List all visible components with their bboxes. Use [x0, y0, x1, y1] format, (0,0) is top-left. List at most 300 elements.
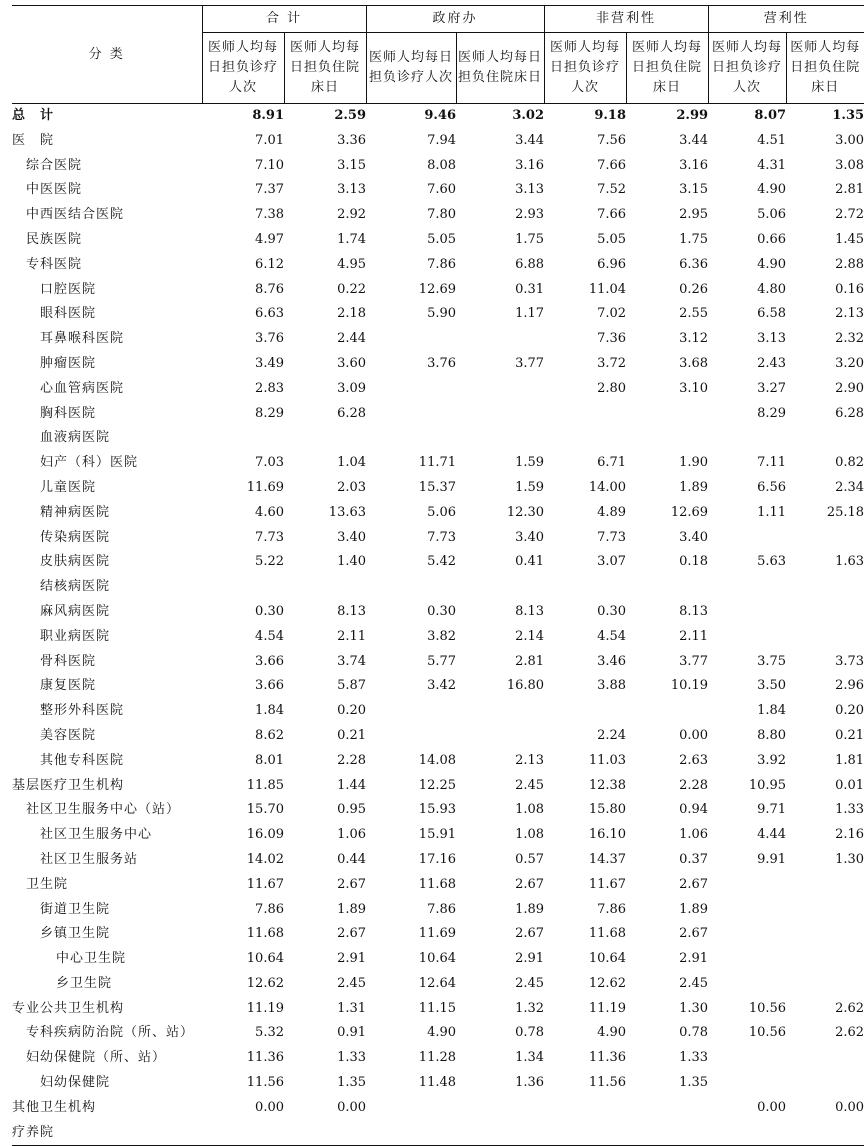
cell-forprofit-bed-days: 2.62	[835, 1025, 865, 1041]
table-row	[12, 451, 864, 476]
cell-nonprofit-visits	[544, 1121, 626, 1146]
cell-nonprofit-bed-days: 1.90	[679, 455, 709, 471]
cell-forprofit-bed-days: 2.32	[835, 331, 865, 347]
cell-gov-bed-days: 3.13	[515, 182, 545, 198]
cell-total-visits: 8.01	[255, 752, 284, 768]
cell-nonprofit-bed-days: 6.36	[679, 256, 709, 272]
row-label: 专科疾病防治院（所、站）	[26, 1025, 195, 1041]
row-label: 社区卫生服务中心	[40, 827, 153, 843]
cell-forprofit-bed-days: 1.81	[835, 752, 865, 768]
row-label: 社区卫生服务中心（站）	[26, 802, 181, 818]
header-group-row	[12, 6, 864, 33]
cell-forprofit-bed-days	[786, 873, 864, 898]
table-row	[12, 1071, 864, 1096]
cell-forprofit-visits	[708, 922, 786, 947]
cell-gov-bed-days: 0.41	[515, 554, 545, 570]
table-row	[12, 650, 864, 675]
table-row	[12, 674, 864, 699]
cell-gov-bed-days: 2.93	[515, 207, 545, 223]
cell-total-bed-days: 1.44	[337, 777, 367, 793]
cell-nonprofit-bed-days: 3.77	[679, 653, 709, 669]
cell-forprofit-bed-days: 1.45	[835, 231, 865, 247]
cell-forprofit-bed-days: 3.08	[835, 157, 865, 173]
cell-total-visits: 7.10	[255, 157, 284, 173]
cell-total-visits: 4.54	[255, 628, 284, 644]
cell-gov-visits: 4.90	[427, 1025, 457, 1041]
cell-nonprofit-visits: 11.36	[588, 1050, 627, 1066]
cell-nonprofit-visits: 9.18	[594, 108, 627, 123]
cell-total-bed-days: 2.91	[337, 951, 367, 967]
cell-forprofit-visits: 10.95	[748, 777, 787, 793]
row-label: 妇幼保健院	[40, 1075, 111, 1091]
cell-gov-bed-days: 2.67	[515, 876, 545, 892]
cell-total-visits	[202, 575, 284, 600]
cell-gov-visits: 5.77	[427, 653, 457, 669]
cell-gov-visits: 5.06	[427, 504, 457, 520]
table-row	[12, 848, 864, 873]
cell-nonprofit-bed-days	[626, 1121, 708, 1146]
cell-forprofit-visits	[708, 625, 786, 650]
cell-nonprofit-visits: 7.02	[597, 306, 627, 322]
cell-total-visits: 1.84	[255, 703, 284, 719]
cell-nonprofit-visits: 14.37	[588, 851, 627, 867]
cell-gov-visits: 7.80	[427, 207, 457, 223]
cell-total-visits: 11.19	[246, 1000, 284, 1016]
cell-nonprofit-visits: 5.05	[597, 231, 627, 247]
cell-forprofit-visits: 3.92	[757, 752, 787, 768]
cell-nonprofit-bed-days: 2.63	[679, 752, 709, 768]
row-label: 传染病医院	[40, 529, 111, 545]
cell-gov-visits	[366, 1096, 456, 1121]
row-label: 综合医院	[26, 157, 83, 173]
cell-nonprofit-bed-days	[626, 699, 708, 724]
table-row	[12, 972, 864, 997]
cell-forprofit-visits: 4.31	[757, 157, 787, 173]
cell-nonprofit-visits: 12.62	[588, 975, 627, 991]
cell-gov-visits: 15.91	[418, 827, 457, 843]
cell-total-visits: 5.22	[255, 554, 284, 570]
cell-forprofit-visits	[708, 1121, 786, 1146]
cell-nonprofit-visits: 14.00	[588, 479, 627, 495]
cell-total-visits: 4.97	[255, 231, 284, 247]
cell-forprofit-visits: 3.50	[757, 678, 787, 694]
sub-header-bed-days: 医师人均每日担负住院床日	[456, 33, 544, 104]
cell-gov-bed-days	[456, 327, 544, 352]
cell-forprofit-visits: 10.56	[748, 1000, 787, 1016]
row-label: 乡卫生院	[56, 975, 113, 991]
row-label: 职业病医院	[40, 628, 111, 644]
cell-gov-visits: 12.69	[418, 281, 457, 297]
cell-total-bed-days: 2.45	[337, 975, 367, 991]
cell-nonprofit-bed-days	[626, 426, 708, 451]
cell-forprofit-bed-days: 0.21	[835, 727, 865, 743]
cell-nonprofit-visits: 2.24	[597, 727, 627, 743]
cell-nonprofit-bed-days: 3.15	[679, 182, 709, 198]
table-row	[12, 253, 864, 278]
cell-forprofit-visits: 6.56	[757, 479, 787, 495]
cell-nonprofit-visits: 3.46	[597, 653, 627, 669]
cell-gov-bed-days: 2.91	[515, 951, 545, 967]
cell-gov-bed-days: 3.02	[512, 108, 545, 123]
cell-total-bed-days: 3.74	[337, 653, 367, 669]
table-row	[12, 104, 864, 129]
row-label: 皮肤病医院	[40, 554, 111, 570]
cell-total-visits: 7.37	[255, 182, 284, 198]
cell-nonprofit-bed-days: 1.30	[679, 1000, 709, 1016]
cell-forprofit-bed-days: 2.81	[835, 182, 865, 198]
cell-nonprofit-visits: 15.80	[588, 802, 627, 818]
row-label: 精神病医院	[40, 504, 111, 520]
cell-forprofit-bed-days	[786, 600, 864, 625]
cell-gov-visits	[366, 426, 456, 451]
cell-nonprofit-visits: 11.19	[588, 1000, 627, 1016]
sub-header-visits: 医师人均每日担负诊疗人次	[366, 33, 456, 104]
cell-nonprofit-visits: 7.66	[597, 207, 627, 223]
row-label: 妇产（科）医院	[40, 455, 139, 471]
cell-nonprofit-bed-days: 1.35	[679, 1075, 709, 1091]
cell-total-visits: 8.62	[255, 727, 284, 743]
cell-forprofit-visits	[708, 898, 786, 923]
cell-gov-bed-days: 2.14	[515, 628, 545, 644]
cell-nonprofit-visits: 4.54	[597, 628, 627, 644]
cell-gov-visits: 5.90	[427, 306, 457, 322]
cell-nonprofit-bed-days: 2.95	[679, 207, 709, 223]
cell-gov-bed-days: 2.45	[515, 777, 545, 793]
cell-gov-visits	[366, 377, 456, 402]
cell-gov-visits: 11.69	[418, 926, 457, 942]
cell-total-visits: 8.76	[255, 281, 284, 297]
cell-forprofit-bed-days: 0.82	[835, 455, 865, 471]
cell-total-visits: 12.62	[246, 975, 284, 991]
cell-gov-visits: 11.48	[418, 1075, 457, 1091]
table-row	[12, 1021, 864, 1046]
cell-nonprofit-bed-days: 3.40	[679, 529, 709, 545]
cell-gov-visits: 11.15	[418, 1000, 457, 1016]
row-label: 胸科医院	[40, 405, 97, 421]
cell-forprofit-visits: 3.27	[757, 380, 787, 396]
cell-gov-bed-days: 0.57	[515, 851, 545, 867]
cell-forprofit-bed-days	[786, 1121, 864, 1146]
table-row	[12, 699, 864, 724]
cell-total-bed-days: 0.00	[337, 1099, 367, 1115]
cell-nonprofit-bed-days	[626, 575, 708, 600]
cell-total-bed-days: 13.63	[328, 504, 367, 520]
row-label: 社区卫生服务站	[40, 851, 139, 867]
cell-forprofit-visits	[708, 947, 786, 972]
sub-header-bed-days: 医师人均每日担负住院床日	[626, 33, 708, 104]
table-row	[12, 922, 864, 947]
cell-total-visits: 7.03	[255, 455, 284, 471]
row-label: 医 院	[12, 132, 55, 148]
table-row	[12, 278, 864, 303]
cell-total-bed-days: 1.35	[337, 1075, 367, 1091]
cell-total-visits: 3.76	[255, 331, 284, 347]
cell-total-bed-days: 1.89	[337, 901, 367, 917]
table-row	[12, 1121, 864, 1146]
cell-total-bed-days: 3.09	[337, 380, 367, 396]
cell-gov-bed-days: 1.08	[515, 802, 545, 818]
cell-total-bed-days: 0.20	[337, 703, 367, 719]
row-label: 其他卫生机构	[12, 1099, 97, 1115]
statistics-table	[12, 5, 864, 1146]
cell-total-bed-days	[284, 575, 366, 600]
cell-total-visits: 11.69	[246, 479, 284, 495]
cell-total-visits: 6.12	[255, 256, 284, 272]
cell-total-visits: 11.56	[246, 1075, 284, 1091]
cell-total-visits: 11.67	[246, 876, 284, 892]
row-label: 美容医院	[40, 727, 97, 743]
cell-forprofit-bed-days	[786, 1046, 864, 1071]
cell-forprofit-bed-days: 6.28	[835, 405, 865, 421]
cell-nonprofit-bed-days: 0.94	[679, 802, 709, 818]
row-label: 妇幼保健院（所、站）	[26, 1050, 167, 1066]
group-header-nonprofit: 非营利性	[544, 6, 708, 33]
cell-total-visits: 11.85	[246, 777, 284, 793]
row-label: 专业公共卫生机构	[12, 1000, 125, 1016]
cell-total-bed-days: 1.04	[337, 455, 367, 471]
sub-header-visits: 医师人均每日担负诊疗人次	[544, 33, 626, 104]
cell-nonprofit-visits: 11.03	[588, 752, 627, 768]
row-label: 卫生院	[26, 876, 69, 892]
cell-nonprofit-visits: 7.73	[597, 529, 627, 545]
cell-gov-bed-days: 1.32	[515, 1000, 545, 1016]
cell-forprofit-visits: 3.75	[757, 653, 787, 669]
cell-total-bed-days: 1.06	[337, 827, 367, 843]
row-label: 结核病医院	[40, 579, 111, 595]
cell-nonprofit-bed-days: 3.12	[679, 331, 709, 347]
cell-total-visits	[202, 426, 284, 451]
cell-gov-bed-days: 1.36	[515, 1075, 545, 1091]
row-label: 其他专科医院	[40, 752, 125, 768]
cell-gov-bed-days: 3.77	[515, 355, 545, 371]
cell-forprofit-visits	[708, 526, 786, 551]
cell-nonprofit-bed-days: 3.44	[679, 132, 709, 148]
cell-total-bed-days: 3.60	[337, 355, 367, 371]
table-row	[12, 1096, 864, 1121]
cell-forprofit-bed-days: 2.96	[835, 678, 865, 694]
cell-gov-visits	[366, 327, 456, 352]
cell-forprofit-visits: 8.29	[757, 405, 787, 421]
table-row	[12, 402, 864, 427]
cell-gov-bed-days	[456, 402, 544, 427]
table-row	[12, 476, 864, 501]
cell-nonprofit-bed-days: 1.75	[679, 231, 709, 247]
cell-gov-bed-days: 3.40	[515, 529, 545, 545]
cell-gov-bed-days: 8.13	[515, 603, 545, 619]
cell-forprofit-visits: 7.11	[757, 455, 787, 471]
cell-forprofit-bed-days: 0.01	[835, 777, 865, 793]
cell-gov-visits: 5.05	[427, 231, 457, 247]
cell-gov-bed-days: 1.89	[515, 901, 545, 917]
cell-total-bed-days: 2.59	[334, 108, 367, 123]
row-label: 康复医院	[40, 678, 97, 694]
cell-gov-bed-days: 2.67	[515, 926, 545, 942]
row-label: 整形外科医院	[40, 703, 125, 719]
cell-gov-bed-days: 0.31	[515, 281, 545, 297]
cell-total-visits: 11.68	[246, 926, 284, 942]
cell-forprofit-bed-days: 2.90	[835, 380, 865, 396]
cell-total-bed-days: 0.95	[337, 802, 367, 818]
cell-forprofit-visits	[708, 1046, 786, 1071]
table-row	[12, 129, 864, 154]
cell-total-bed-days: 2.18	[337, 306, 367, 322]
cell-gov-bed-days: 0.78	[515, 1025, 545, 1041]
cell-gov-bed-days: 3.16	[515, 157, 545, 173]
cell-nonprofit-bed-days: 1.89	[679, 479, 709, 495]
row-label: 乡镇卫生院	[40, 926, 111, 942]
cell-nonprofit-bed-days: 0.37	[679, 851, 709, 867]
table-row	[12, 600, 864, 625]
cell-forprofit-bed-days	[786, 426, 864, 451]
cell-nonprofit-visits: 11.67	[588, 876, 627, 892]
cell-gov-visits: 12.25	[418, 777, 457, 793]
table-row	[12, 823, 864, 848]
cell-nonprofit-visits: 12.38	[588, 777, 627, 793]
table-row	[12, 228, 864, 253]
cell-total-bed-days: 6.28	[337, 405, 367, 421]
table-row	[12, 575, 864, 600]
cell-total-bed-days: 2.44	[337, 331, 367, 347]
cell-gov-visits	[366, 699, 456, 724]
cell-nonprofit-bed-days: 0.78	[679, 1025, 709, 1041]
cell-gov-bed-days: 1.59	[515, 479, 545, 495]
cell-nonprofit-visits: 4.90	[597, 1025, 627, 1041]
cell-gov-visits: 11.71	[418, 455, 457, 471]
table-row	[12, 377, 864, 402]
cell-nonprofit-bed-days: 1.33	[679, 1050, 709, 1066]
cell-total-visits: 0.00	[255, 1099, 284, 1115]
cell-gov-bed-days: 2.45	[515, 975, 545, 991]
row-label: 疗养院	[12, 1121, 202, 1146]
cell-forprofit-bed-days: 1.35	[832, 108, 865, 123]
cell-nonprofit-bed-days: 3.16	[679, 157, 709, 173]
cell-total-bed-days: 3.13	[337, 182, 367, 198]
cell-total-bed-days: 1.31	[337, 1000, 367, 1016]
cell-nonprofit-visits: 7.86	[597, 901, 627, 917]
cell-forprofit-bed-days: 2.16	[835, 827, 865, 843]
cell-total-bed-days	[284, 426, 366, 451]
cell-forprofit-visits: 1.11	[757, 504, 787, 520]
cell-forprofit-visits: 4.51	[757, 132, 787, 148]
sub-header-visits: 医师人均每日担负诊疗人次	[708, 33, 786, 104]
cell-total-visits: 8.91	[252, 108, 284, 123]
cell-total-bed-days: 1.40	[337, 554, 367, 570]
cell-gov-bed-days: 1.34	[515, 1050, 545, 1066]
cell-total-visits: 7.86	[255, 901, 284, 917]
cell-nonprofit-bed-days: 8.13	[679, 603, 709, 619]
cell-forprofit-visits: 0.00	[757, 1099, 787, 1115]
cell-total-bed-days: 3.36	[337, 132, 367, 148]
cell-forprofit-bed-days	[786, 575, 864, 600]
sub-header-bed-days: 医师人均每日担负住院床日	[284, 33, 366, 104]
row-label: 基层医疗卫生机构	[12, 777, 125, 793]
cell-total-bed-days: 3.15	[337, 157, 367, 173]
cell-forprofit-bed-days: 3.20	[835, 355, 865, 371]
cell-gov-bed-days: 2.81	[515, 653, 545, 669]
cell-total-visits: 0.30	[255, 603, 284, 619]
cell-nonprofit-bed-days: 2.67	[679, 926, 709, 942]
table-row	[12, 426, 864, 451]
row-label: 总 计	[12, 108, 55, 123]
cell-gov-visits: 14.08	[418, 752, 457, 768]
cell-gov-bed-days	[456, 699, 544, 724]
cell-total-visits: 7.73	[255, 529, 284, 545]
cell-nonprofit-bed-days: 10.19	[670, 678, 709, 694]
row-label: 肿瘤医院	[40, 355, 97, 371]
cell-forprofit-visits: 1.84	[757, 703, 787, 719]
cell-total-bed-days: 0.91	[337, 1025, 367, 1041]
cell-nonprofit-visits: 0.30	[597, 603, 627, 619]
cell-total-bed-days: 2.67	[337, 876, 367, 892]
cell-nonprofit-visits: 6.96	[597, 256, 627, 272]
table-row	[12, 550, 864, 575]
table-row	[12, 154, 864, 179]
cell-total-bed-days: 2.11	[337, 628, 367, 644]
cell-nonprofit-visits: 6.71	[597, 455, 627, 471]
cell-forprofit-bed-days: 3.00	[835, 132, 865, 148]
cell-forprofit-visits: 8.07	[754, 108, 787, 123]
cell-total-visits: 7.01	[255, 132, 284, 148]
cell-total-bed-days: 3.40	[337, 529, 367, 545]
table-row	[12, 774, 864, 799]
cell-gov-visits	[366, 1121, 456, 1146]
cell-nonprofit-visits	[544, 402, 626, 427]
cell-forprofit-visits: 5.06	[757, 207, 787, 223]
row-label: 麻风病医院	[40, 603, 111, 619]
cell-gov-bed-days	[456, 575, 544, 600]
row-label: 专科医院	[26, 256, 83, 272]
cell-gov-visits: 15.93	[418, 802, 457, 818]
cell-forprofit-visits	[708, 575, 786, 600]
cell-total-visits: 10.64	[246, 951, 284, 967]
cell-gov-bed-days: 6.88	[515, 256, 545, 272]
row-label: 中医医院	[26, 182, 83, 198]
cell-total-visits: 15.70	[246, 802, 284, 818]
cell-total-bed-days: 2.28	[337, 752, 367, 768]
cell-nonprofit-bed-days: 2.91	[679, 951, 709, 967]
table-row	[12, 1046, 864, 1071]
cell-nonprofit-bed-days: 1.89	[679, 901, 709, 917]
cell-total-bed-days: 5.87	[337, 678, 367, 694]
cell-gov-visits: 5.42	[427, 554, 457, 570]
group-header-government: 政府办	[366, 6, 544, 33]
cell-forprofit-bed-days	[786, 526, 864, 551]
row-label: 心血管病医院	[40, 380, 125, 396]
cell-nonprofit-visits: 2.80	[597, 380, 627, 396]
cell-total-bed-days: 2.03	[337, 479, 367, 495]
cell-gov-bed-days	[456, 426, 544, 451]
cell-total-bed-days: 2.67	[337, 926, 367, 942]
cell-forprofit-bed-days	[786, 922, 864, 947]
cell-nonprofit-visits: 3.07	[597, 554, 627, 570]
cell-nonprofit-visits: 11.68	[588, 926, 627, 942]
row-label: 骨科医院	[40, 653, 97, 669]
cell-gov-visits: 7.60	[427, 182, 457, 198]
table-row	[12, 873, 864, 898]
cell-gov-visits: 7.73	[427, 529, 457, 545]
cell-nonprofit-bed-days: 2.11	[679, 628, 709, 644]
cell-gov-bed-days	[456, 1096, 544, 1121]
cell-total-visits: 6.63	[255, 306, 284, 322]
cell-total-bed-days: 8.13	[337, 603, 367, 619]
cell-total-bed-days: 0.22	[337, 281, 367, 297]
cell-nonprofit-visits: 16.10	[588, 827, 627, 843]
cell-gov-visits: 3.76	[427, 355, 457, 371]
cell-gov-visits: 3.42	[427, 678, 457, 694]
cell-nonprofit-bed-days: 2.99	[676, 108, 709, 123]
cell-gov-visits: 12.64	[418, 975, 457, 991]
cell-gov-visits: 7.86	[427, 901, 457, 917]
